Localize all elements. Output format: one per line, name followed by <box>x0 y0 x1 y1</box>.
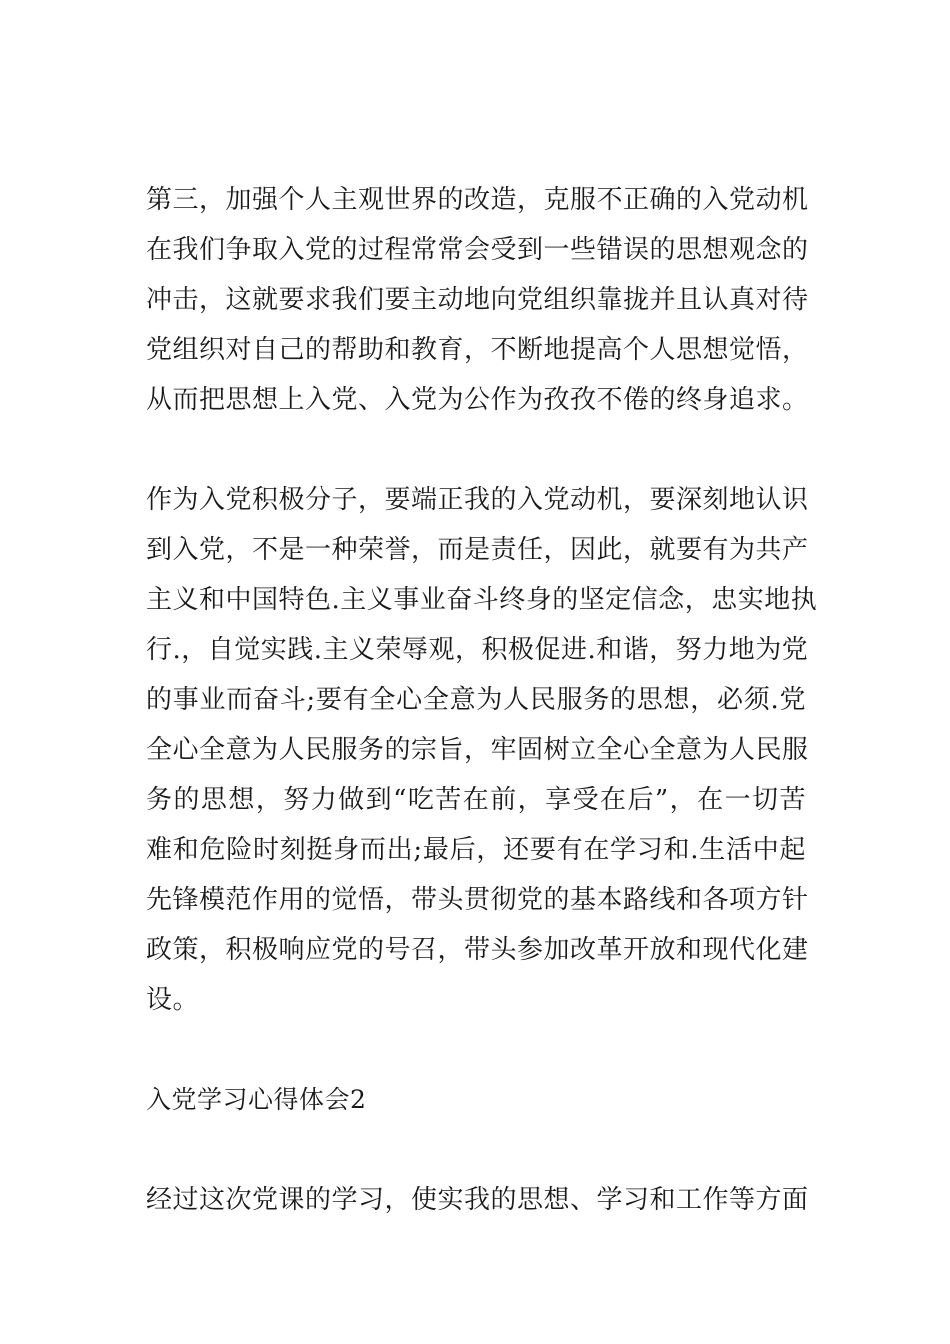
paragraph-2-line-8: 难和危险时刻挺身而出;最后，还要有在学习和.生活中起 <box>146 835 806 865</box>
paragraph-1-line-4: 党组织对自己的帮助和教育，不断地提高个人思想觉悟， <box>146 335 809 365</box>
paragraph-3-line-1: 经过这次党课的学习，使实我的思想、学习和工作等方面 <box>146 1185 809 1215</box>
paragraph-1-line-5: 从而把思想上入党、入党为公作为孜孜不倦的终身追求。 <box>146 385 809 415</box>
paragraph-2-line-5: 的事业而奋斗;要有全心全意为人民服务的思想，必须.党 <box>146 685 806 715</box>
paragraph-2-line-2: 到入党，不是一种荣誉，而是责任，因此，就要有为共产 <box>146 535 809 565</box>
paragraph-2-line-4: 行.，自觉实践.主义荣辱观，积极促进.和谐，努力地为党 <box>146 635 809 665</box>
paragraph-2-line-7: 务的思想，努力做到“吃苦在前，享受在后”，在一切苦 <box>146 785 806 815</box>
paragraph-2-line-3: 主义和中国特色.主义事业奋斗终身的坚定信念，忠实地执 <box>146 585 818 615</box>
paragraph-1-line-2: 在我们争取入党的过程常常会受到一些错误的思想观念的 <box>146 235 809 265</box>
paragraph-2-line-10: 政策，积极响应党的号召，带头参加改革开放和现代化建 <box>146 935 809 965</box>
section-heading: 入党学习心得体会2 <box>146 1085 367 1114</box>
paragraph-2-line-9: 先锋模范作用的觉悟，带头贯彻党的基本路线和各项方针 <box>146 885 809 915</box>
paragraph-2-line-1: 作为入党积极分子，要端正我的入党动机，要深刻地认识 <box>146 485 809 515</box>
paragraph-1-line-3: 冲击，这就要求我们要主动地向党组织靠拢并且认真对待 <box>146 285 809 315</box>
paragraph-1-line-1: 第三，加强个人主观世界的改造，克服不正确的入党动机 <box>146 185 809 215</box>
paragraph-2-line-11: 设。 <box>146 985 200 1015</box>
paragraph-2-line-6: 全心全意为人民服务的宗旨，牢固树立全心全意为人民服 <box>146 735 809 765</box>
